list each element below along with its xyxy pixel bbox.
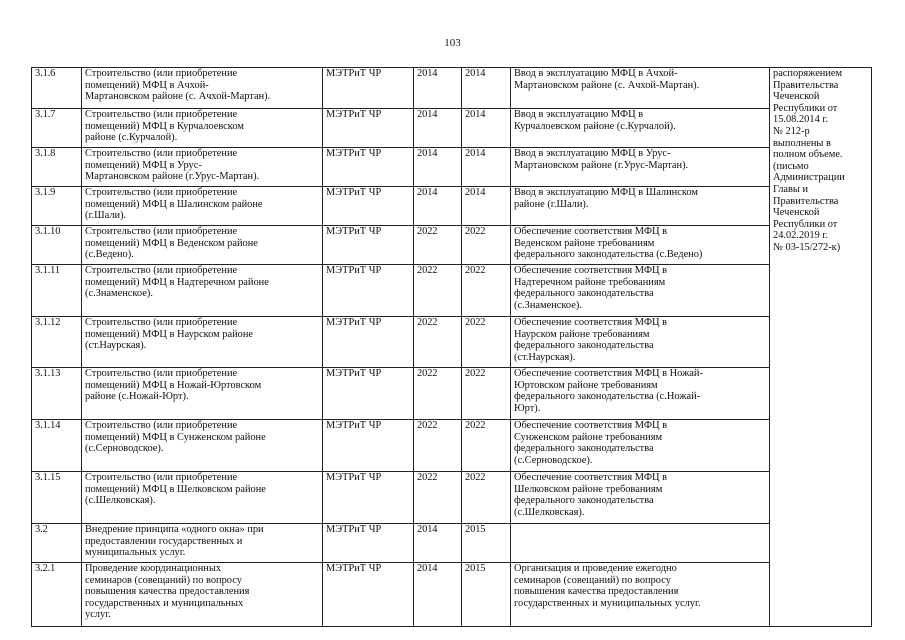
- table-row: [32, 317, 872, 368]
- implementation-note: распоряжением Правительства Чеченской Республики от 15.08.2014 г. № 212-р выполнены в полном объеме. (письмо Администрации Главы и Правительства Чеченской Республики от 24.02.2019 г. № 03-15/272-к): [770, 68, 872, 627]
- executor: МЭТРиТ ЧР: [323, 265, 414, 317]
- table-row: [32, 187, 872, 226]
- end-year: 2015: [462, 524, 511, 563]
- expected-result: Обеспечение соответствия МФЦ в Сунженском районе требованиям федерального законодательства (с.Серноводское).: [511, 420, 770, 472]
- expected-result: Обеспечение соответствия МФЦ в Ножай- Юртовском районе требованиям федерального законодательства (с.Ножай- Юрт).: [511, 368, 770, 420]
- start-year: 2022: [414, 265, 462, 317]
- executor: МЭТРиТ ЧР: [323, 368, 414, 420]
- executor: МЭТРиТ ЧР: [323, 317, 414, 368]
- start-year: 2014: [414, 109, 462, 148]
- measure-name: Строительство (или приобретение помещений) МФЦ в Надтеречном районе (с.Знаменское).: [82, 265, 323, 317]
- expected-result: Ввод в эксплуатацию МФЦ в Урус- Мартановском районе (г.Урус-Мартан).: [511, 148, 770, 187]
- end-year: 2014: [462, 68, 511, 109]
- start-year: 2022: [414, 472, 462, 524]
- expected-result: Ввод в эксплуатацию МФЦ в Курчалоевском районе (с.Курчалой).: [511, 109, 770, 148]
- expected-result: Обеспечение соответствия МФЦ в Надтеречном районе требованиям федерального законодательства (с.Знаменское).: [511, 265, 770, 317]
- end-year: 2022: [462, 317, 511, 368]
- start-year: 2022: [414, 226, 462, 265]
- expected-result: Обеспечение соответствия МФЦ в Веденском районе требованиям федерального законодательства (с.Ведено): [511, 226, 770, 265]
- measure-name: Строительство (или приобретение помещений) МФЦ в Шалинском районе (г.Шали).: [82, 187, 323, 226]
- row-number: 3.1.12: [32, 317, 82, 368]
- expected-result: Ввод в эксплуатацию МФЦ в Шалинском районе (г.Шали).: [511, 187, 770, 226]
- row-number: 3.2: [32, 524, 82, 563]
- start-year: 2014: [414, 148, 462, 187]
- table-row: [32, 226, 872, 265]
- end-year: 2015: [462, 563, 511, 627]
- end-year: 2022: [462, 265, 511, 317]
- page-number: 103: [444, 37, 461, 49]
- measure-name: Строительство (или приобретение помещений) МФЦ в Ножай-Юртовском районе (с.Ножай-Юрт).: [82, 368, 323, 420]
- measure-name: Строительство (или приобретение помещений) МФЦ в Шелковском районе (с.Шелковская).: [82, 472, 323, 524]
- row-number: 3.1.9: [32, 187, 82, 226]
- measure-name: Строительство (или приобретение помещений) МФЦ в Курчалоевском районе (с.Курчалой).: [82, 109, 323, 148]
- expected-result: Обеспечение соответствия МФЦ в Наурском районе требованиям федерального законодательства (ст.Наурская).: [511, 317, 770, 368]
- end-year: 2014: [462, 148, 511, 187]
- executor: МЭТРиТ ЧР: [323, 472, 414, 524]
- end-year: 2014: [462, 187, 511, 226]
- executor: МЭТРиТ ЧР: [323, 68, 414, 109]
- measure-name: Внедрение принципа «одного окна» при предоставлении государственных и муниципальных услуг.: [82, 524, 323, 563]
- measure-name: Строительство (или приобретение помещений) МФЦ в Наурском районе (ст.Наурская).: [82, 317, 323, 368]
- row-number: 3.2.1: [32, 563, 82, 627]
- row-number: 3.1.11: [32, 265, 82, 317]
- table-row: [32, 420, 872, 472]
- start-year: 2022: [414, 420, 462, 472]
- row-number: 3.1.10: [32, 226, 82, 265]
- measures-table: [31, 67, 872, 627]
- row-number: 3.1.14: [32, 420, 82, 472]
- table-row: [32, 109, 872, 148]
- start-year: 2014: [414, 563, 462, 627]
- executor: МЭТРиТ ЧР: [323, 109, 414, 148]
- start-year: 2022: [414, 317, 462, 368]
- executor: МЭТРиТ ЧР: [323, 420, 414, 472]
- table-row: [32, 148, 872, 187]
- table-row: [32, 524, 872, 563]
- start-year: 2014: [414, 524, 462, 563]
- executor: МЭТРиТ ЧР: [323, 563, 414, 627]
- row-number: 3.1.6: [32, 68, 82, 109]
- start-year: 2014: [414, 187, 462, 226]
- measure-name: Проведение координационных семинаров (совещаний) по вопросу повышения качества предоставления государственных и муниципальных услуг.: [82, 563, 323, 627]
- table-row: [32, 265, 872, 317]
- table-row: [32, 563, 872, 627]
- measure-name: Строительство (или приобретение помещений) МФЦ в Урус- Мартановском районе (г.Урус-Мартан).: [82, 148, 323, 187]
- executor: МЭТРиТ ЧР: [323, 226, 414, 265]
- expected-result: Организация и проведение ежегодно семинаров (совещаний) по вопросу повышения качества предоставления государственных и муниципальных услуг.: [511, 563, 770, 627]
- measure-name: Строительство (или приобретение помещений) МФЦ в Ачхой- Мартановском районе (с. Ачхой-Мартан).: [82, 68, 323, 109]
- end-year: 2014: [462, 109, 511, 148]
- executor: МЭТРиТ ЧР: [323, 187, 414, 226]
- end-year: 2022: [462, 420, 511, 472]
- end-year: 2022: [462, 472, 511, 524]
- table-row: [32, 368, 872, 420]
- end-year: 2022: [462, 368, 511, 420]
- measure-name: Строительство (или приобретение помещений) МФЦ в Веденском районе (с.Ведено).: [82, 226, 323, 265]
- row-number: 3.1.13: [32, 368, 82, 420]
- expected-result: [511, 524, 770, 563]
- row-number: 3.1.15: [32, 472, 82, 524]
- expected-result: Ввод в эксплуатацию МФЦ в Ачхой- Мартановском районе (с. Ачхой-Мартан).: [511, 68, 770, 109]
- table-row: [32, 472, 872, 524]
- start-year: 2022: [414, 368, 462, 420]
- executor: МЭТРиТ ЧР: [323, 524, 414, 563]
- measure-name: Строительство (или приобретение помещений) МФЦ в Сунженском районе (с.Серноводское).: [82, 420, 323, 472]
- table-row: [32, 68, 872, 109]
- row-number: 3.1.7: [32, 109, 82, 148]
- executor: МЭТРиТ ЧР: [323, 148, 414, 187]
- start-year: 2014: [414, 68, 462, 109]
- end-year: 2022: [462, 226, 511, 265]
- expected-result: Обеспечение соответствия МФЦ в Шелковском районе требованиям федерального законодательства (с.Шелковская).: [511, 472, 770, 524]
- row-number: 3.1.8: [32, 148, 82, 187]
